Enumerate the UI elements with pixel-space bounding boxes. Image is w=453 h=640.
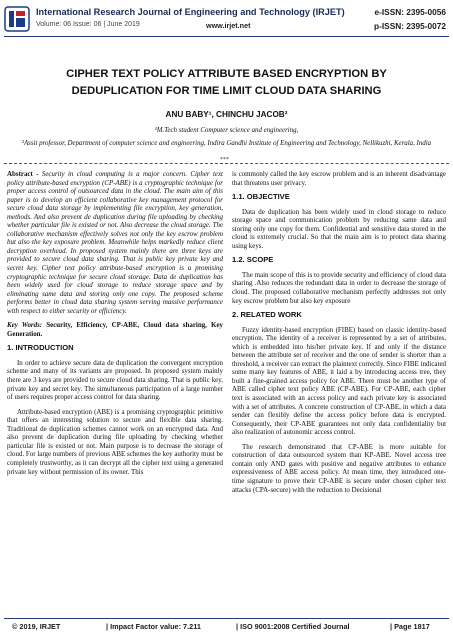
- footer-impact-factor: | Impact Factor value: 7.211: [106, 622, 201, 631]
- right-column: [232, 170, 446, 500]
- journal-volume: Volume: 06 Issue: 06 | June 2019: [36, 21, 140, 28]
- journal-pissn: p-ISSN: 2395-0072: [374, 21, 446, 31]
- footer-divider: [4, 618, 449, 619]
- section-heading-related-work: 2. RELATED WORK: [232, 310, 302, 320]
- related-work-paragraph-1: Fuzzy identity-based encryption (FIBE) based on classic identity-based encryption. The identity of a receiver is represented by a set of attributes, which is embedded into his/her private key. If and only if the distance between the attribute set of receiver and the one of sender is shorter than a threshold, a receiver can extract the plaintext correctly. Since FIBE indicated some many key features of ABE, it laid a by introducing access tree, they built a fine-grained access policy for ABE. There must be another type of ABE called cipher text policy ABE (CP-ABE). For CP-ABE, each cipher text is associated with an access policy and each private key is associated with a set of attributes. A concrete construction of CP-ABE, in which a data sender can flexibly define the access policy before data is encrypted. Consequently, their CP-ABE guarantees not only data confidentiality but also realization of autonomic access control.: [232, 325, 446, 437]
- journal-name: International Research Journal of Engineering and Technology (IRJET): [36, 7, 345, 17]
- irjet-logo-icon: [4, 6, 30, 32]
- title-separator: [4, 163, 449, 164]
- intro-continuation: is commonly called the key escrow problem and is an inherent disadvantage that threatens user privacy.: [232, 170, 446, 187]
- paper-title: [20, 66, 433, 100]
- affiliation-1: ¹M.Tech student Computer science and engineering,: [154, 127, 299, 134]
- journal-website[interactable]: www.irjet.net: [206, 21, 251, 30]
- paper-title-line-1: CIPHER TEXT POLICY ATTRIBUTE BASED ENCRYPTION BY: [66, 68, 387, 80]
- abstract-label: Abstract -: [7, 170, 39, 178]
- paper-authors: ANU BABY¹, CHINCHU JACOB²: [165, 110, 288, 119]
- paper-title-line-2: DEDUPLICATION FOR TIME LIMIT CLOUD DATA SHARING: [71, 85, 382, 97]
- intro-paragraph-2: Attribute-based encryption (ABE) is a promising cryptographic primitive that offers an interesting solution to secure and flexible data sharing. Traditional de duplication schemes cannot work on an encrypted data. And also prevent de duplication during file uploading by checking whether particular file is existed or not. Main purpose is to decrease the storage of cloud. For large numbers of previous ABE schemes the key authority must be completely trustworthy, as it can decrypt all the cipher text using a generated private key without permission of its owner. This: [7, 407, 223, 476]
- keywords-text: Security, Efficiency, CP-ABE, Cloud data sharing, Key Generation.: [7, 321, 223, 338]
- affiliation-2: ²Assit professor, Department of computer science and engineering, Indira Gandhi Institute of Engineering and Technology, Nellikuzhi, Kerala, India: [21, 140, 432, 147]
- journal-header: [0, 0, 453, 44]
- section-heading-introduction: 1. INTRODUCTION: [7, 343, 74, 353]
- left-column: [7, 170, 223, 482]
- keywords: [7, 321, 223, 338]
- section-heading-objective: 1.1. OBJECTIVE: [232, 192, 290, 202]
- journal-eissn: e-ISSN: 2395-0056: [374, 7, 446, 17]
- abstract-text: Security in cloud computing is a major concern. Cipher text policy attribute-based encryption (CP-ABE) is a cryptographic technique for proper access control of outsourced data in the cloud. The main aim of this paper is to develop an efficient collaborative key management protocol for secure cloud data storage by implementing file encryption, key generation, methods. And also prevent de duplication during file uploading by checking whether particular file is existed or not. Also decrease the cloud storage. The collaborative mechanism effectively solves not only the key escrow problem but also the key exposure problem. Meanwhile helps markedly reduce client decryption overhead. In proposed system mainly there are three keys are provided to secure cloud data sharing. That is public key private key and secret key. Cipher text policy attribute-based encryption is a promising cryptographic technique for secure cloud storage. Data de duplication has been widely used for cloud storage to reduce storage space and by eliminating same data and storing only one copy. The proposed scheme performs better in cloud data sharing system serving massive performance with respect to either security or efficiency.: [7, 170, 223, 315]
- abstract: [7, 170, 223, 315]
- footer-page-number: | Page 1817: [390, 622, 430, 631]
- keywords-label: Key Words:: [7, 321, 43, 330]
- section-heading-scope: 1.2. SCOPE: [232, 255, 274, 265]
- header-divider: [4, 36, 449, 37]
- separator-mark: ***: [220, 157, 229, 163]
- footer-copyright: © 2019, IRJET: [12, 622, 61, 631]
- related-work-paragraph-2: The research demonstrated that CP-ABE is more suitable for construction of data outsourced system than KP-ABE. Novel access tree contain only AND gates with positive and negative attributes to enhance expressiveness of ABE access policy. At mean time, they introduced one-time signature to prove their CP-ABE is secure under chosen cipher text attacks (CPA-secure) with the reduction to Decisional: [232, 442, 446, 494]
- scope-paragraph: The main scope of this is to provide security and efficiency of cloud data sharing .Also reduces the redundant data in order to decrease the storage of cloud. The proposed collaborative mechanism perfectly addresses not only key escrow problem but also key exposure: [232, 270, 446, 305]
- footer-iso: | ISO 9001:2008 Certified Journal: [236, 622, 350, 631]
- objective-paragraph: Data de duplication has been widely used in cloud storage to reduce storage space and communication problem by reducing same data and storing only one copy for them. Confidential and sensitive data stored in the cloud is extremely crucial. So that the main aim is to protect data sharing using keys.: [232, 207, 446, 250]
- intro-paragraph-1: In order to achieve secure data de duplication the convergent encryption scheme and many of its variants are proposed. In proposed system mainly there are 3 keys are provided to secure cloud data sharing. That is public key, private key and secret key. The simultaneous participation of a large number of users requires proper access control for data sharing.: [7, 358, 223, 402]
